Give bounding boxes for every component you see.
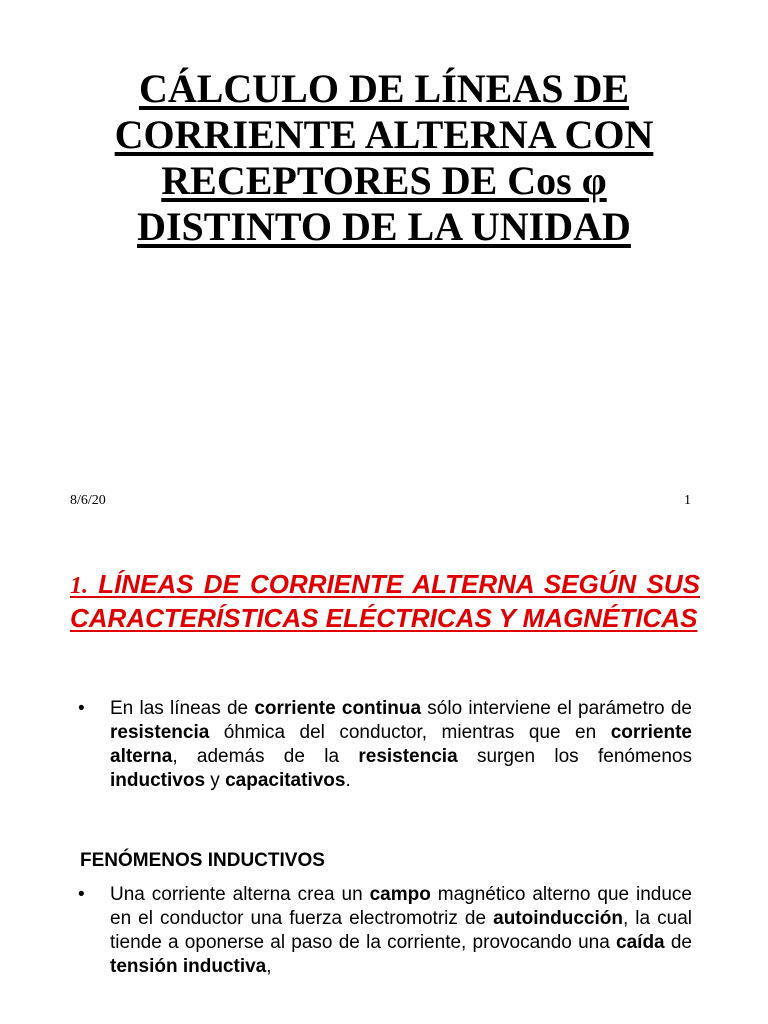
bullet-text bbox=[110, 883, 692, 979]
title-line: DISTINTO DE LA UNIDAD bbox=[137, 204, 631, 249]
slide-date: 8/6/20 bbox=[70, 493, 106, 508]
bold-term: tensión inductiva bbox=[110, 956, 267, 977]
text-run: , la cual tiende a oponerse al paso de la corriente, provocando una bbox=[110, 908, 692, 953]
title-line: CORRIENTE ALTERNA CON bbox=[114, 112, 654, 157]
section-heading bbox=[70, 568, 700, 634]
bullet-item bbox=[78, 697, 692, 793]
text-run: óhmica del conductor, mientras que en bbox=[209, 722, 611, 743]
text-run: sólo interviene el parámetro de bbox=[421, 698, 692, 719]
bold-term: corriente alterna bbox=[110, 722, 692, 767]
text-run: En las líneas de bbox=[110, 698, 255, 719]
bold-term: resistencia bbox=[110, 722, 210, 743]
title-line: CÁLCULO DE LÍNEAS DE bbox=[138, 66, 630, 111]
bold-term: resistencia bbox=[358, 746, 458, 767]
text-run: de bbox=[664, 932, 692, 953]
bullet-icon: • bbox=[78, 884, 85, 905]
bullet-icon: • bbox=[78, 698, 85, 719]
bullet-item bbox=[78, 883, 692, 979]
text-run: , además de la bbox=[172, 746, 359, 767]
bold-term: campo bbox=[369, 884, 431, 905]
bold-term: corriente continua bbox=[254, 698, 422, 719]
bold-term: capacitativos bbox=[225, 770, 346, 791]
page-number: 1 bbox=[684, 493, 691, 508]
text-run: magnético alterno que induce en el conductor una fuerza electromotriz de bbox=[110, 884, 692, 929]
bold-term: inductivos bbox=[110, 770, 206, 791]
text-run: . bbox=[345, 770, 351, 791]
bullet-text bbox=[110, 697, 692, 793]
bold-term: autoinducción bbox=[493, 908, 623, 929]
subheading: FENÓMENOS INDUCTIVOS bbox=[80, 850, 325, 871]
text-run: surgen los fenómenos bbox=[457, 746, 692, 767]
text-run: Una corriente alterna crea un bbox=[110, 884, 370, 905]
text-run: y bbox=[205, 770, 226, 791]
section-heading-text: LÍNEAS DE CORRIENTE ALTERNA SEGÚN SUS CARACTERÍSTICAS ELÉCTRICAS Y MAGNÉTICAS bbox=[70, 569, 700, 633]
bold-term: caída bbox=[616, 932, 665, 953]
text-run: , bbox=[266, 956, 272, 977]
slide-title bbox=[100, 66, 668, 250]
section-number: 1. bbox=[70, 573, 88, 599]
title-line: RECEPTORES DE Cos φ bbox=[161, 158, 607, 203]
